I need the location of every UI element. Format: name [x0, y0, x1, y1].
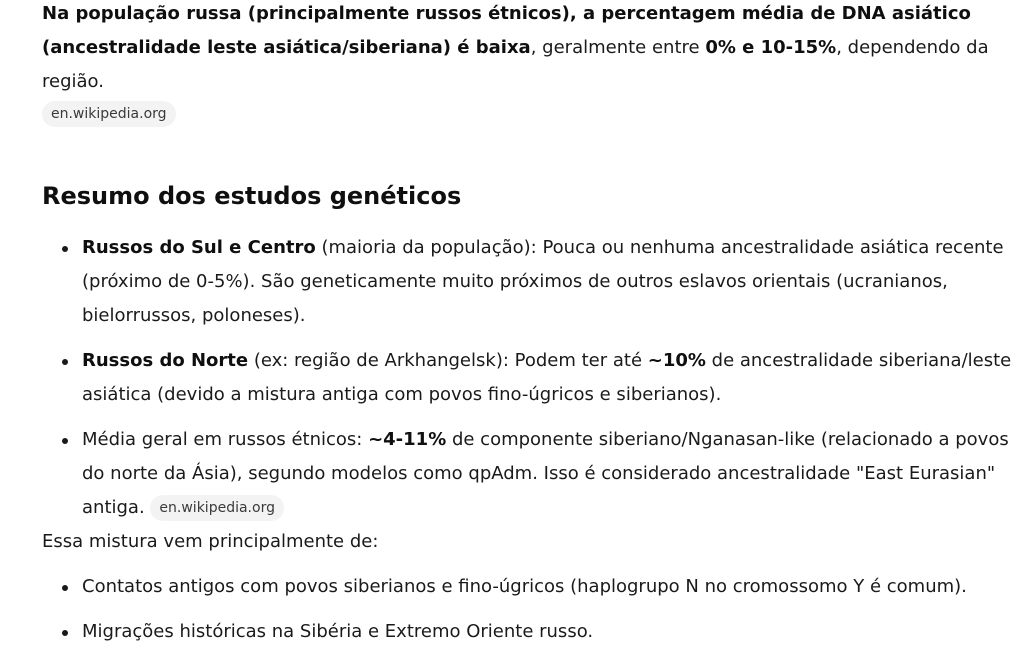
list-item-north	[42, 344, 1017, 412]
mixture-sources-list	[42, 570, 1017, 649]
intro-source-row	[42, 101, 1017, 127]
source-citation-chip[interactable]: en.wikipedia.org	[150, 495, 284, 521]
item-text: Contatos antigos com povos siberianos e fino-úgricos (haplogrupo N no cromossomo Y é comum).	[82, 576, 967, 597]
list-item	[42, 570, 1017, 604]
bullet-dot	[62, 246, 68, 252]
item-bold-percent: ~10%	[647, 350, 706, 371]
item-text-rest: de ancestralidade siberiana/leste asiática (devido a mistura antiga com povos fino-úgricos e siberianos).	[82, 350, 1012, 405]
list-item-average	[42, 423, 1017, 525]
section-heading: Resumo dos estudos genéticos	[42, 182, 462, 210]
bullet-dot	[62, 630, 68, 636]
item-text: Média geral em russos étnicos:	[82, 429, 369, 450]
list-item-south-central	[42, 231, 1017, 333]
response-content	[42, 0, 1017, 660]
item-text-rest: de componente siberiano/Nganasan-like (relacionado a povos do norte da Ásia), segundo modelos como qpAdm. Isso é considerado ancestralidade "East Eurasian" antiga.	[82, 429, 1009, 518]
item-text: (ex: região de Arkhangelsk): Podem ter até	[248, 350, 648, 371]
study-summary-list	[42, 231, 1017, 525]
bullet-dot	[62, 585, 68, 591]
intro-text-2: , dependendo da região.	[42, 37, 989, 92]
item-bold: Russos do Norte	[82, 350, 249, 371]
intro-paragraph	[42, 0, 1017, 99]
intro-bold-text: Na população russa (principalmente russos étnicos), a percentagem média de DNA asiático (ancestralidade leste asiática/siberiana) é baixa	[42, 3, 971, 58]
bullet-dot	[62, 359, 68, 365]
item-bold: Russos do Sul e Centro	[82, 237, 316, 258]
mixture-intro-text: Essa mistura vem principalmente de:	[42, 531, 379, 552]
intro-bold-range: 0% e 10-15%	[705, 37, 837, 58]
item-bold-percent: ~4-11%	[368, 429, 447, 450]
intro-text-1: , geralmente entre	[530, 37, 706, 58]
bullet-dot	[62, 438, 68, 444]
item-text: Migrações históricas na Sibéria e Extremo Oriente russo.	[82, 621, 594, 642]
list-item	[42, 615, 1017, 649]
source-citation-chip[interactable]: en.wikipedia.org	[42, 101, 176, 127]
item-text: (maioria da população): Pouca ou nenhuma ancestralidade asiática recente (próximo de 0-5%). São geneticamente muito próximos de outros eslavos orientais (ucranianos, bielorrussos, poloneses).	[82, 237, 1004, 326]
